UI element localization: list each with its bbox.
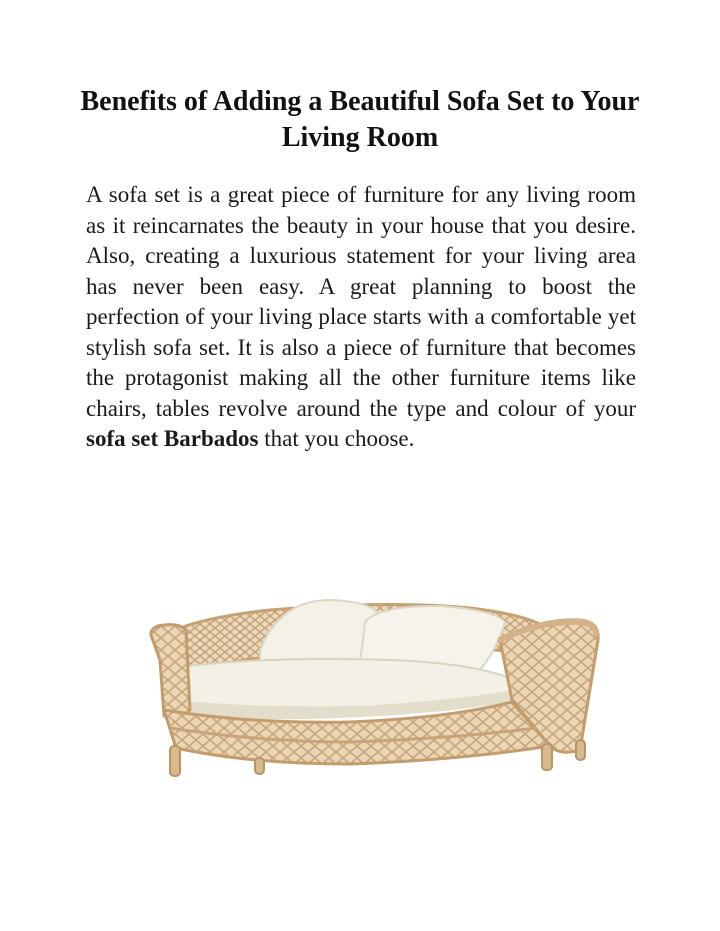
sofa-set-barbados-link[interactable]: sofa set Barbados [86, 426, 259, 451]
sofa-image [140, 560, 610, 790]
rattan-sofa-illustration-icon [140, 560, 610, 790]
paragraph-text-start: A sofa set is a great piece of furniture for any living room as it reincarnates the beauty in your house that you desire. Also, creating a luxurious statement for your living area has never been easy. A great planning to boost the perfection of your living place starts with a comfortable yet stylish sofa set. It is also a piece of furniture that becomes the protagonist making all the other furniture items like chairs, tables revolve around the type and colour of your [86, 182, 636, 421]
paragraph-text-end: that you choose. [258, 426, 415, 451]
page-title: Benefits of Adding a Beautiful Sofa Set to Your Living Room [80, 86, 640, 153]
body-paragraph [86, 180, 636, 455]
